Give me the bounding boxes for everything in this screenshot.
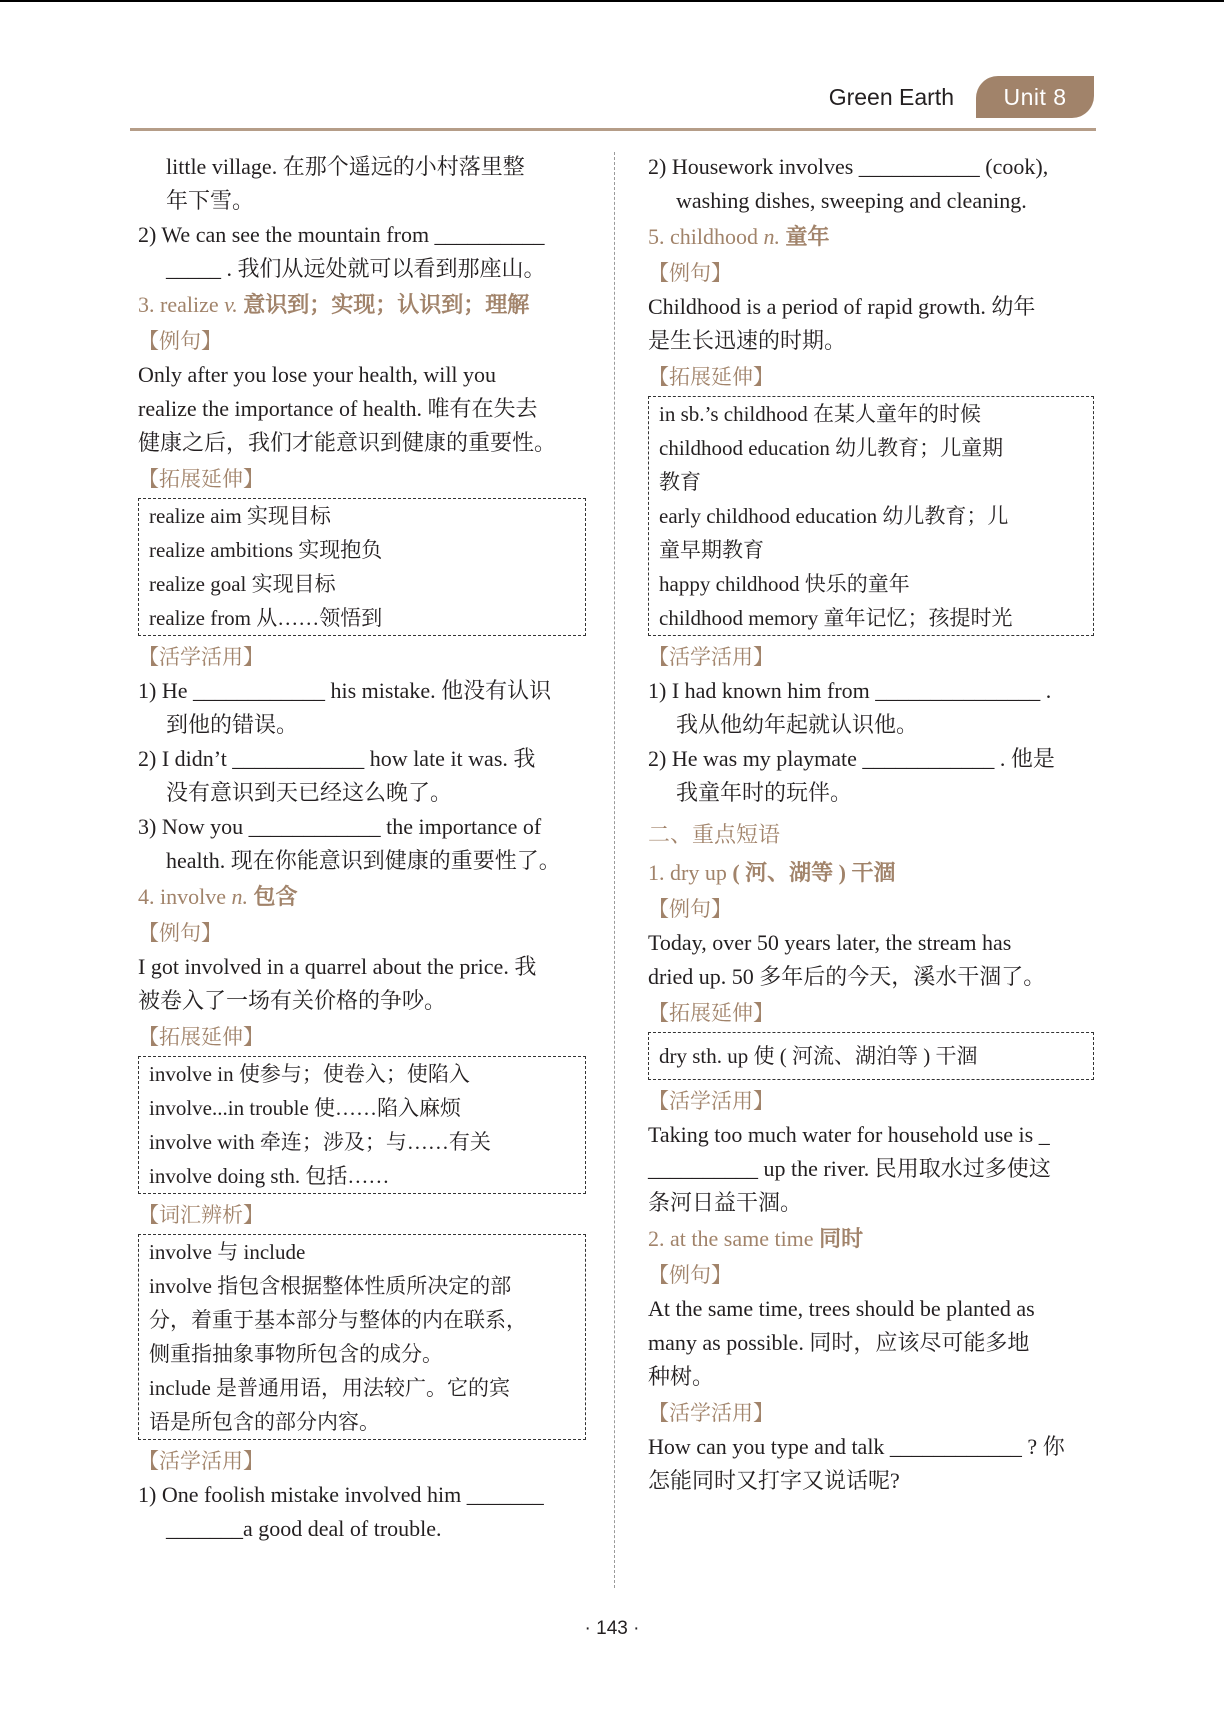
example-line: 是生长迅速的时期。 — [648, 328, 847, 353]
box-line: involve with 牵连；涉及；与……有关 — [149, 1130, 491, 1154]
section-label-example: 【例句】 — [648, 1263, 732, 1287]
box-line: involve 指包含根据整体性质所决定的部 — [149, 1274, 512, 1298]
section-label-example: 【例句】 — [138, 921, 222, 945]
column-divider — [614, 152, 615, 1588]
word-heading-realize: 3. realize v. 意识到；实现；认识到；理解 — [138, 292, 530, 317]
example-line: realize the importance of health. 唯有在失去 — [138, 396, 538, 421]
section-label-extension: 【拓展延伸】 — [138, 467, 264, 491]
exercise-line: 没有意识到天已经这么晚了。 — [166, 780, 453, 805]
exercise-line: 2) Housework involves ___________ (cook), — [648, 154, 1049, 179]
box-line: involve...in trouble 使……陷入麻烦 — [149, 1096, 462, 1120]
box-line: 分，着重于基本部分与整体的内在联系， — [149, 1308, 527, 1332]
box-line: 教育 — [659, 470, 701, 494]
page-header — [130, 76, 1096, 132]
exercise-line: 1) I had known him from _______________ . — [648, 678, 1052, 703]
section-label-extension: 【拓展延伸】 — [648, 365, 774, 389]
text-line: little village. 在那个遥远的小村落里整 — [166, 154, 525, 179]
section-label-analysis: 【词汇辨析】 — [138, 1203, 264, 1227]
example-line: I got involved in a quarrel about the price. 我 — [138, 954, 537, 979]
example-line: 健康之后，我们才能意识到健康的重要性。 — [138, 430, 557, 455]
top-border — [0, 0, 1224, 2]
example-line: many as possible. 同时，应该尽可能多地 — [648, 1330, 1030, 1355]
exercise-line: 3) Now you ____________ the importance of — [138, 814, 542, 839]
exercise-line: 我童年时的玩伴。 — [676, 780, 853, 805]
exercise-line: _____ . 我们从远处就可以看到那座山。 — [166, 256, 546, 281]
box-line: involve doing sth. 包括…… — [149, 1164, 390, 1188]
box-line: realize aim 实现目标 — [149, 504, 331, 528]
example-line: Childhood is a period of rapid growth. 幼年 — [648, 294, 1036, 319]
box-line: realize from 从……领悟到 — [149, 606, 383, 630]
word-heading-childhood: 5. childhood n. 童年 — [648, 224, 830, 249]
exercise-line: 1) One foolish mistake involved him _______ — [138, 1482, 544, 1507]
exercise-line: 怎能同时又打字又说话呢? — [648, 1468, 900, 1493]
box-line: in sb.’s childhood 在某人童年的时候 — [659, 402, 982, 426]
text-line: 年下雪。 — [166, 188, 255, 213]
example-line: Today, over 50 years later, the stream has — [648, 930, 1012, 955]
phrase-heading-dry-up: 1. dry up ( 河、湖等 ) 干涸 — [648, 860, 896, 885]
box-line: involve in 使参与；使卷入；使陷入 — [149, 1062, 470, 1086]
section-label-practice: 【活学活用】 — [138, 1449, 264, 1473]
exercise-line: __________ up the river. 民用取水过多使这 — [648, 1156, 1051, 1181]
exercise-line: 2) I didn’t ____________ how late it was. 我 — [138, 746, 536, 771]
chapter-title: Green Earth — [828, 84, 954, 110]
box-line: realize ambitions 实现抱负 — [149, 538, 383, 562]
example-line: 被卷入了一场有关价格的争吵。 — [138, 988, 447, 1013]
box-line: realize goal 实现目标 — [149, 572, 336, 596]
exercise-line: washing dishes, sweeping and cleaning. — [676, 188, 1027, 213]
extension-box — [138, 498, 586, 636]
extension-box — [648, 1032, 1094, 1080]
exercise-line: 2) He was my playmate ____________ . 他是 — [648, 746, 1055, 771]
analysis-box — [138, 1234, 586, 1440]
box-line: early childhood education 幼儿教育；儿 — [659, 504, 1009, 528]
exercise-line: _______a good deal of trouble. — [166, 1516, 442, 1541]
box-line: include 是普通用语，用法较广。它的宾 — [149, 1376, 511, 1400]
exercise-line: 2) We can see the mountain from __________ — [138, 222, 545, 247]
exercise-line: 我从他幼年起就认识他。 — [676, 712, 919, 737]
exercise-line: How can you type and talk ____________ ? 你 — [648, 1434, 1065, 1459]
section-label-practice: 【活学活用】 — [648, 1089, 774, 1113]
section-label-practice: 【活学活用】 — [648, 645, 774, 669]
exercise-line: 到他的错误。 — [166, 712, 299, 737]
example-line: Only after you lose your health, will you — [138, 362, 497, 387]
section-label-extension: 【拓展延伸】 — [648, 1001, 774, 1025]
section-title-key-phrases: 二、重点短语 — [648, 823, 781, 848]
exercise-line: Taking too much water for household use is _ — [648, 1122, 1050, 1147]
box-line: childhood education 幼儿教育；儿童期 — [659, 436, 1004, 460]
example-line: dried up. 50 多年后的今天，溪水干涸了。 — [648, 964, 1046, 989]
section-label-practice: 【活学活用】 — [648, 1401, 774, 1425]
example-line: 种树。 — [648, 1364, 715, 1389]
section-label-extension: 【拓展延伸】 — [138, 1025, 264, 1049]
box-line: happy childhood 快乐的童年 — [659, 572, 910, 596]
word-heading-involve: 4. involve n. 包含 — [138, 884, 298, 909]
phrase-heading-at-the-same-time: 2. at the same time 同时 — [648, 1226, 864, 1251]
box-line: childhood memory 童年记忆；孩提时光 — [659, 606, 1013, 630]
section-label-practice: 【活学活用】 — [138, 645, 264, 669]
box-line: dry sth. up 使 ( 河流、湖泊等 ) 干涸 — [659, 1044, 978, 1068]
unit-badge: Unit 8 — [976, 76, 1094, 118]
exercise-line: 1) He ____________ his mistake. 他没有认识 — [138, 678, 552, 703]
section-label-example: 【例句】 — [648, 261, 732, 285]
page-number: · 143 · — [584, 1618, 640, 1639]
extension-box — [648, 396, 1094, 636]
box-line: 语是所包含的部分内容。 — [149, 1410, 380, 1434]
box-line: involve 与 include — [149, 1240, 306, 1264]
box-line: 童早期教育 — [659, 538, 764, 562]
box-line: 侧重指抽象事物所包含的成分。 — [149, 1342, 443, 1366]
extension-box — [138, 1056, 586, 1194]
exercise-line: health. 现在你能意识到健康的重要性了。 — [166, 848, 561, 873]
section-label-example: 【例句】 — [648, 897, 732, 921]
header-rule — [130, 128, 1096, 131]
right-column — [648, 150, 1094, 1498]
left-column — [138, 150, 586, 1546]
exercise-line: 条河日益干涸。 — [648, 1190, 803, 1215]
example-line: At the same time, trees should be planted as — [648, 1296, 1035, 1321]
section-label-example: 【例句】 — [138, 329, 222, 353]
